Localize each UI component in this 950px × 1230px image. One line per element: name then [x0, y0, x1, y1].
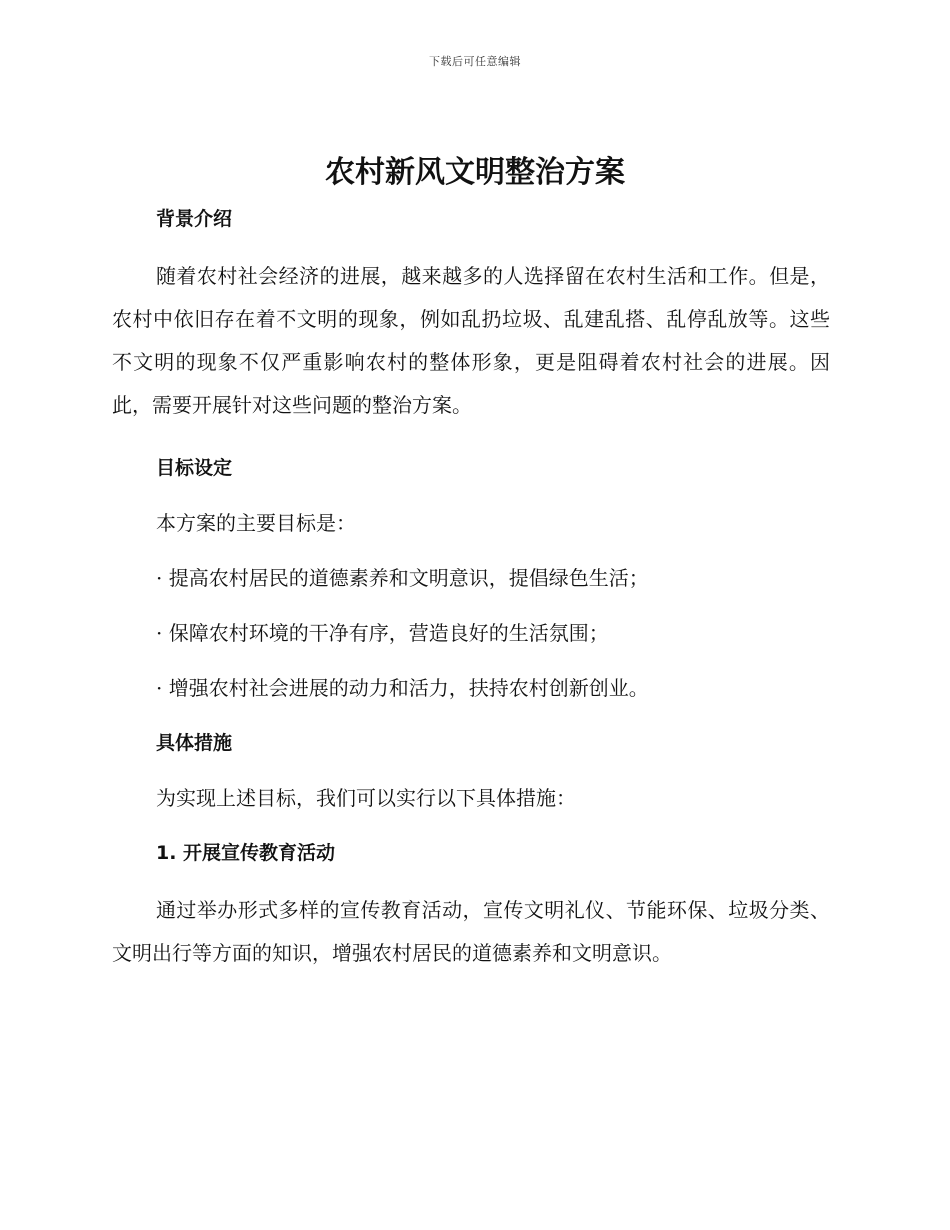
goals-intro: 本方案的主要目标是： [156, 511, 356, 535]
document-body [112, 201, 830, 975]
section-heading-measures: 具体措施 [156, 732, 233, 754]
goal-item-3: · 增强农村社会进展的动力和活力，扶持农村创新创业。 [156, 676, 649, 700]
document-title: 农村新风文明整治方案 [325, 155, 625, 190]
page-header: 下载后可任意编辑 [429, 55, 521, 68]
subsection-heading-1: 1. 开展宣传教育活动 [156, 842, 336, 864]
measures-intro: 为实现上述目标，我们可以实行以下具体措施： [156, 786, 576, 810]
section-heading-background: 背景介绍 [156, 208, 233, 230]
section-heading-goals: 目标设定 [156, 457, 233, 479]
goal-item-2: · 保障农村环境的干净有序，营造良好的生活氛围； [156, 621, 609, 645]
subsection-1-paragraph: 通过举办形式多样的宣传教育活动，宣传文明礼仪、节能环保、垃圾分类、文明出行等方面的知识，增强农村居民的道德素养和文明意识。 [112, 898, 830, 965]
background-paragraph: 随着农村社会经济的进展，越来越多的人选择留在农村生活和工作。但是，农村中依旧存在着不文明的现象，例如乱扔垃圾、乱建乱搭、乱停乱放等。这些不文明的现象不仅严重影响农村的整体形象，更是阻碍着农村社会的进展。因此，需要开展针对这些问题的整治方案。 [112, 264, 830, 417]
goal-item-1: · 提高农村居民的道德素养和文明意识，提倡绿色生活； [156, 566, 649, 590]
